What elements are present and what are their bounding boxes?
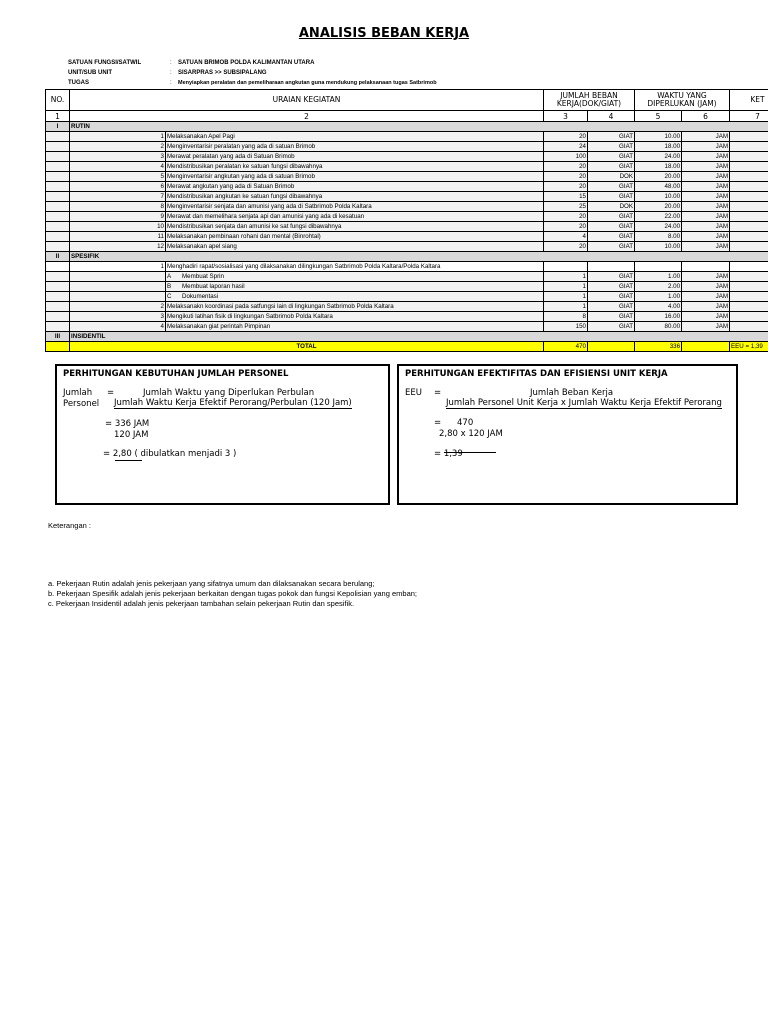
keterangan-label: Keterangan : [48, 521, 91, 530]
spesifik-rows [46, 302, 768, 332]
table-row [46, 212, 768, 222]
section-title: INSIDENTIL [70, 332, 768, 342]
item-ket [730, 142, 768, 152]
section-number: II [46, 252, 70, 262]
item-quantity: 20 [544, 162, 588, 172]
table-row [46, 322, 768, 332]
table-row [46, 282, 768, 292]
empty-cell [46, 142, 70, 152]
item-quantity: 20 [544, 132, 588, 142]
total-eeu: EEU = 1,39 [730, 342, 768, 352]
item-number: 2 [70, 302, 166, 312]
item-unit: DOK [588, 202, 635, 212]
item-description: Melaksanakan Apel Pagi [166, 132, 544, 142]
formula-denominator: Jumlah Personel Unit Kerja x Jumlah Waktu Kerja Efektif Perorang [446, 398, 722, 408]
item-quantity: 15 [544, 192, 588, 202]
empty-cell [70, 282, 166, 292]
item-quantity: 24 [544, 142, 588, 152]
total-row [46, 342, 768, 352]
item-time: 20.00 [635, 202, 682, 212]
item-ket [730, 272, 768, 282]
sub-item-description [166, 272, 544, 282]
col-number: 6 [682, 111, 730, 122]
item-time: 10.00 [635, 242, 682, 252]
header-ket: KET [730, 90, 768, 111]
item-quantity: 20 [544, 182, 588, 192]
item-description: Merawat angkutan yang ada di Satuan Brimob [166, 182, 544, 192]
table-row [46, 242, 768, 252]
meta-label: UNIT/SUB UNIT [68, 70, 112, 76]
empty-cell [70, 292, 166, 302]
item-unit: GIAT [588, 212, 635, 222]
note-item: c. Pekerjaan Insidentil adalah jenis pekerjaan tambahan selain pekerjaan Rutin dan spesifik. [48, 599, 355, 608]
item-unit: GIAT [588, 142, 635, 152]
item-quantity: 1 [544, 282, 588, 292]
item-number: 9 [70, 212, 166, 222]
item-time-unit: JAM [682, 222, 730, 232]
item-number: 7 [70, 192, 166, 202]
total-qty: 470 [544, 342, 588, 352]
formula-denominator: Jumlah Waktu Kerja Efektif Perorang/Perbulan (120 Jam) [114, 398, 352, 408]
workload-table [45, 89, 768, 352]
personnel-calculation-box [55, 364, 390, 505]
item-quantity: 25 [544, 202, 588, 212]
sub-item-text: Membuat Sprin [182, 273, 224, 280]
calc-step-denominator: 2,80 x 120 JAM [439, 429, 503, 439]
section-row-insidentil [46, 332, 768, 342]
section-number: I [46, 122, 70, 132]
item-unit: GIAT [588, 132, 635, 142]
empty-cell [46, 182, 70, 192]
item-quantity: 20 [544, 222, 588, 232]
total-label: TOTAL [70, 342, 544, 352]
item-time-unit: JAM [682, 272, 730, 282]
table-row [46, 202, 768, 212]
item-number: 4 [70, 162, 166, 172]
sub-item-text: Membuat laporan hasil [182, 283, 245, 290]
item-description: Menginventarisir angkutan yang ada di satuan Brimob [166, 172, 544, 182]
empty-cell [46, 202, 70, 212]
item-unit: GIAT [588, 272, 635, 282]
item-time: 10.00 [635, 132, 682, 142]
item-time: 48.00 [635, 182, 682, 192]
item-quantity: 1 [544, 272, 588, 282]
sub-item-letter: A [167, 273, 172, 280]
column-number-row [46, 111, 768, 122]
empty-cell [46, 132, 70, 142]
item-quantity: 100 [544, 152, 588, 162]
section-title: RUTIN [70, 122, 768, 132]
table-row [46, 232, 768, 242]
empty-cell [46, 222, 70, 232]
item-time-unit: JAM [682, 212, 730, 222]
table-row [46, 262, 768, 272]
spesifik-sub-rows [46, 272, 768, 302]
item-time-unit: JAM [682, 232, 730, 242]
efficiency-calculation-box [397, 364, 738, 505]
item-ket [730, 162, 768, 172]
item-time: 18.00 [635, 142, 682, 152]
item-ket [730, 292, 768, 302]
table-row [46, 172, 768, 182]
formula-equals: = [434, 388, 442, 398]
item-unit: GIAT [588, 192, 635, 202]
item-ket [730, 172, 768, 182]
meta-label: TUGAS [68, 80, 89, 86]
formula-label-2: Personel [63, 399, 100, 409]
item-time: 1.00 [635, 272, 682, 282]
table-header-row [46, 90, 768, 111]
item-number: 8 [70, 202, 166, 212]
table-row [46, 312, 768, 322]
header-uraian: URAIAN KEGIATAN [70, 90, 544, 111]
item-ket [730, 182, 768, 192]
meta-value: Menyiapkan peralatan dan pemeliharaan angkutan guna mendukung pelaksanaan tugas Satbrimob [178, 80, 437, 86]
item-ket [730, 192, 768, 202]
empty-cell [46, 162, 70, 172]
formula-numerator: Jumlah Waktu yang Diperlukan Perbulan [143, 388, 315, 398]
col-number: 4 [588, 111, 635, 122]
meta-block [68, 58, 437, 88]
meta-value: SISARPRAS >> SUBSIPALANG [178, 70, 267, 76]
calc-result: = 1,39 [434, 449, 463, 459]
col-number: 5 [635, 111, 682, 122]
item-quantity: 1 [544, 302, 588, 312]
notes-list [48, 579, 417, 609]
table-row [46, 292, 768, 302]
meta-row-tugas [68, 78, 437, 88]
item-quantity: 8 [544, 312, 588, 322]
item-description: Melaksanakan apel siang [166, 242, 544, 252]
item-time-unit: JAM [682, 242, 730, 252]
note-item: b. Pekerjaan Spesifik adalah jenis pekerjaan berkaitan dengan tugas pokok dan fungsi Kepolisian yang emban; [48, 589, 418, 598]
document-title: ANALISIS BEBAN KERJA [298, 26, 470, 41]
item-time-unit: JAM [682, 172, 730, 182]
table-row [46, 182, 768, 192]
table-row [46, 302, 768, 312]
item-number: 3 [70, 152, 166, 162]
sub-item-letter: B [167, 283, 172, 290]
item-description: Merawat dan memelihara senjata api dan amunisi yang ada di kesatuan [166, 212, 544, 222]
total-time: 336 [635, 342, 682, 352]
item-description: Menginventarisir senjata dan amunisi yang ada di Satbrimob Polda Kaltara [166, 202, 544, 212]
item-time: 2.00 [635, 282, 682, 292]
item-ket [730, 322, 768, 332]
item-ket [730, 152, 768, 162]
item-description: Menghadiri rapat/sosialisasi yang dilaksanakan dilingkungan Satbrimob Polda Kaltara/Polda Kaltara [166, 262, 544, 272]
item-time: 1.00 [635, 292, 682, 302]
table-row [46, 162, 768, 172]
item-time: 80.00 [635, 322, 682, 332]
item-unit: GIAT [588, 232, 635, 242]
item-unit: GIAT [588, 282, 635, 292]
meta-sep: : [170, 70, 172, 76]
calc-step: = 336 JAM [105, 419, 150, 429]
section-title: SPESIFIK [70, 252, 768, 262]
item-description: Mendistribusikan angkutan ke satuan fungsi dibawahnya [166, 192, 544, 202]
formula-equals: = [107, 388, 115, 398]
item-time-unit: JAM [682, 182, 730, 192]
col-number: 1 [46, 111, 70, 122]
meta-sep: : [170, 80, 172, 86]
table-row [46, 152, 768, 162]
item-description: Menginventarisir peralatan yang ada di satuan Brimob [166, 142, 544, 152]
item-time-unit: JAM [682, 302, 730, 312]
empty-cell [46, 292, 70, 302]
sub-item-description [166, 282, 544, 292]
item-time-unit: JAM [682, 142, 730, 152]
item-quantity: 20 [544, 242, 588, 252]
item-time: 18.00 [635, 162, 682, 172]
item-time: 4.00 [635, 302, 682, 312]
item-number: 11 [70, 232, 166, 242]
item-number: 4 [70, 322, 166, 332]
empty-cell [46, 152, 70, 162]
item-number: 1 [70, 132, 166, 142]
item-quantity: 20 [544, 212, 588, 222]
sub-item-letter: C [167, 293, 172, 300]
item-time-unit: JAM [682, 192, 730, 202]
item-ket [730, 202, 768, 212]
meta-row-unit [68, 68, 437, 78]
item-description: Mendistribusikan senjata dan amunisi ke sat fungsi dibawahnya [166, 222, 544, 232]
item-ket [730, 282, 768, 292]
col-number: 3 [544, 111, 588, 122]
table-row [46, 142, 768, 152]
item-time-unit: JAM [682, 152, 730, 162]
empty-cell [70, 272, 166, 282]
empty-cell [46, 192, 70, 202]
item-description: Mengikuti latihan fisik di lingkungan Satbrimob Polda Kaltara [166, 312, 544, 322]
item-unit: GIAT [588, 292, 635, 302]
calc-step-denominator: 120 JAM [114, 430, 149, 440]
item-quantity: 1 [544, 292, 588, 302]
table-row [46, 272, 768, 282]
item-description: Mendistribusikan peralatan ke satuan fungsi dibawahnya [166, 162, 544, 172]
item-ket [730, 222, 768, 232]
empty-cell [46, 242, 70, 252]
item-time: 20.00 [635, 172, 682, 182]
item-unit: DOK [588, 172, 635, 182]
section-row-spesifik [46, 252, 768, 262]
meta-row-satuan [68, 58, 437, 68]
item-unit: GIAT [588, 222, 635, 232]
calc-equals: = [434, 418, 442, 428]
item-quantity: 20 [544, 172, 588, 182]
item-unit: GIAT [588, 302, 635, 312]
item-time-unit: JAM [682, 292, 730, 302]
item-ket [730, 302, 768, 312]
formula-label-1: Jumlah [63, 388, 93, 398]
item-time-unit: JAM [682, 132, 730, 142]
item-unit: GIAT [588, 322, 635, 332]
item-quantity: 150 [544, 322, 588, 332]
note-item: a. Pekerjaan Rutin adalah jenis pekerjaan yang sifatnya umum dan dilaksanakan secara berulang; [48, 579, 375, 588]
meta-label: SATUAN FUNGSI/SATWIL [68, 60, 142, 66]
empty-cell [46, 232, 70, 242]
rutin-rows [46, 132, 768, 252]
item-description: Melaksanakn koordinasi pada satfungsi lain di lingkungan Satbrimob Polda Kaltara [166, 302, 544, 312]
empty-cell [46, 312, 70, 322]
item-description: Melaksanakan pembinaan rohani dan mental (Binrohtal) [166, 232, 544, 242]
table-row [46, 222, 768, 232]
box-heading: PERHITUNGAN EFEKTIFITAS DAN EFISIENSI UNIT KERJA [405, 369, 668, 379]
result-underline [115, 460, 142, 461]
item-ket [730, 212, 768, 222]
empty-cell [46, 282, 70, 292]
item-time: 24.00 [635, 222, 682, 232]
item-time: 8.00 [635, 232, 682, 242]
formula-numerator: Jumlah Beban Kerja [530, 388, 614, 398]
item-time-unit: JAM [682, 312, 730, 322]
sub-item-description [166, 292, 544, 302]
item-unit: GIAT [588, 312, 635, 322]
table-row [46, 132, 768, 142]
item-number: 1 [70, 262, 166, 272]
meta-sep: : [170, 60, 172, 66]
box-heading: PERHITUNGAN KEBUTUHAN JUMLAH PERSONEL [63, 369, 289, 379]
item-unit: GIAT [588, 162, 635, 172]
item-number: 10 [70, 222, 166, 232]
result-underline [444, 452, 496, 453]
item-time-unit: JAM [682, 162, 730, 172]
item-ket [730, 132, 768, 142]
item-number: 5 [70, 172, 166, 182]
calc-result: = 2,80 ( dibulatkan menjadi 3 ) [103, 449, 237, 459]
item-time: 22.00 [635, 212, 682, 222]
item-time-unit: JAM [682, 282, 730, 292]
item-ket [730, 242, 768, 252]
item-time: 24.00 [635, 152, 682, 162]
table-row [46, 192, 768, 202]
meta-value: SATUAN BRIMOB POLDA KALIMANTAN UTARA [178, 60, 315, 66]
item-unit: GIAT [588, 152, 635, 162]
section-row-rutin [46, 122, 768, 132]
item-time: 10.00 [635, 192, 682, 202]
empty-cell [46, 302, 70, 312]
item-unit: GIAT [588, 242, 635, 252]
item-time: 16.00 [635, 312, 682, 322]
item-number: 6 [70, 182, 166, 192]
item-description: Melaksanakan giat perintah Pimpinan [166, 322, 544, 332]
item-ket [730, 312, 768, 322]
item-time-unit: JAM [682, 202, 730, 212]
item-ket [730, 232, 768, 242]
item-unit: GIAT [588, 182, 635, 192]
calc-step: 470 [457, 418, 474, 428]
item-description: Merawat peralatan yang ada di Satuan Brimob [166, 152, 544, 162]
item-quantity: 4 [544, 232, 588, 242]
col-number: 2 [70, 111, 544, 122]
item-number: 2 [70, 142, 166, 152]
empty-cell [46, 172, 70, 182]
item-time-unit: JAM [682, 322, 730, 332]
sub-item-text: Dokumentasi [182, 293, 219, 300]
header-no: NO. [46, 90, 70, 111]
section-number: III [46, 332, 70, 342]
header-jumlah: JUMLAH BEBAN KERJA(DOK/GIAT) [544, 90, 635, 111]
formula-label: EEU [405, 388, 422, 398]
empty-cell [46, 212, 70, 222]
empty-cell [46, 272, 70, 282]
item-number: 12 [70, 242, 166, 252]
item-number: 3 [70, 312, 166, 322]
header-waktu: WAKTU YANG DIPERLUKAN (JAM) [635, 90, 730, 111]
col-number: 7 [730, 111, 768, 122]
empty-cell [46, 322, 70, 332]
